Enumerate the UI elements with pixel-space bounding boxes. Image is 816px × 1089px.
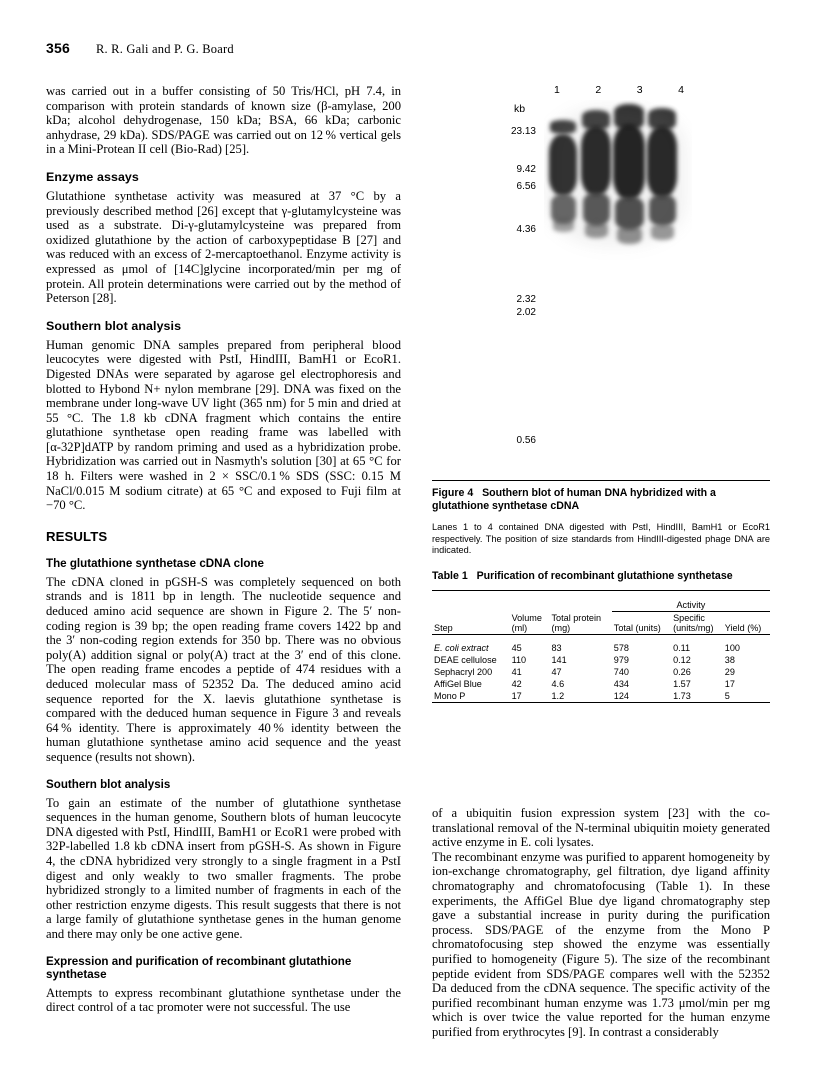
figure-legend: Lanes 1 to 4 contained DNA digested with PstI, HindIII, BamH1 or EcoR1 respectively. The position of size standards from HindIII-digested phage DNA are indicated.	[432, 522, 770, 556]
lane-label-3: 3	[636, 84, 643, 96]
col-header-specific-line2: (units/mg)	[673, 623, 714, 633]
paragraph-expression-purification: Attempts to express recombinant glutathione synthetase under the direct control of a tac promoter were not successful. The use	[46, 985, 401, 1015]
paragraph-southern-blot-results: To gain an estimate of the number of glutathione synthetase sequences in the human genome, Southern blots of human leucocyte DNA digested with PstI, HindIII, BamH1 or EcoR1 were probed with 32P-labelled 1.8 kb cDNA insert from pGSH-S. As shown in Figure 4, the cDNA hybridized very strongly to a single fragment in a PstI digest and only weakly to two smaller fragments. The probe hybridized strongly to a limited number of fragments in each of the other restriction enzyme digests. This result suggests that there is not a large family of glutathione synthetase genes in the human genome and there may only be one active gene.	[46, 795, 401, 941]
col-header-protein-line1: Total protein	[551, 613, 602, 623]
col-header-total: Total (units)	[613, 623, 661, 633]
size-marker-6-56: 6.56	[516, 181, 536, 192]
col-header-step: Step	[434, 623, 453, 633]
heading-results: RESULTS	[46, 528, 108, 544]
col-header-protein	[550, 612, 612, 635]
figure-lane-labels	[554, 84, 684, 96]
heading-southern-blot-results: Southern blot analysis	[46, 777, 171, 791]
paragraph-purification: The recombinant enzyme was purified to apparent homogeneity by ion-exchange chromatography, gel filtration, dye ligand affinity chromatography and chromatofocusing (Table 1). In these experiments, the AffiGel Blue dye ligand chromatography step gave a substantial increase in purity during the purification process. SDS/PAGE of the enzyme from the Mono P chromatofocusing step showed the enzyme was essentially purified to homogeneity (Figure 5). The size of the recombinant peptide evident from SDS/PAGE compares well with the 52352 Da deduced from the cDNA sequence. The specific activity of the purified recombinant human enzyme was 1.73 μmol/min per mg which is over twice the value reported for the human enzyme purified from erythrocytes [9]. In contrast a considerably	[432, 849, 770, 1039]
size-marker-23-13: 23.13	[510, 126, 536, 137]
figure-caption-title	[432, 487, 770, 513]
gel-background-fog	[546, 106, 686, 246]
col-header-volume	[510, 612, 550, 635]
cell-specific: 0.12	[673, 655, 691, 665]
kb-axis-label: kb	[514, 103, 526, 115]
size-marker-2-32: 2.32	[516, 294, 536, 305]
page-number: 356	[46, 40, 70, 56]
paragraph-ubiquitin-fusion: of a ubiquitin fusion expression system [23] with the co-translational removal of the N-terminal ubiquitin moiety generated active enzyme in E. coli lysates.	[432, 806, 770, 850]
table-rule-top	[432, 591, 770, 600]
figure-caption-text: Southern blot of human DNA hybridized with a glutathione synthetase cDNA	[432, 487, 716, 512]
cell-specific: 0.26	[673, 667, 691, 677]
figure-4-caption	[432, 480, 770, 557]
size-marker-column	[490, 84, 536, 464]
table-row	[432, 654, 770, 666]
cell-volume: 42	[511, 679, 522, 689]
table-rule-mid	[432, 635, 770, 643]
paragraph-southern-blot-methods: Human genomic DNA samples prepared from peripheral blood leucocytes were digested with PstI, HindIII, BamH1 or EcoR1. Digested DNAs were separated by agarose gel electrophoresis and blotted to Hybond N+ nylon membrane [29]. DNA was fixed on the membrane under long-wave UV light (365 nm) for 5 min and dried at 55 °C. The 1.8 kb cDNA fragment which contains the entire glutathione synthetase open reading frame was labelled with [α-32P]dATP by random priming and used as a hybridization probe. Hybridization was carried out in Nasmyth's solution [30] at 65 °C for 18 h. Filters were washed in 2 × SSC/0.1 % SDS (SSC: 0.15 M NaCl/0.015 M sodium citrate) at 65 °C and exposed to Fuji film at −70 °C.	[46, 337, 401, 513]
cell-volume: 110	[511, 655, 527, 665]
col-header-volume-line1: Volume	[511, 613, 542, 623]
size-marker-0-56: 0.56	[516, 435, 536, 446]
right-column	[432, 806, 770, 1040]
cell-step: DEAE cellulose	[434, 655, 497, 665]
purification-table	[432, 590, 770, 707]
cell-yield: 29	[724, 667, 735, 677]
cell-total: 124	[613, 691, 629, 701]
cell-step: Mono P	[434, 691, 466, 701]
size-marker-2-02: 2.02	[516, 307, 536, 318]
table-row	[432, 678, 770, 690]
figure-4-autoradiograph	[432, 84, 770, 474]
autoradiograph-image	[544, 100, 692, 352]
col-header-volume-line2: (ml)	[511, 623, 528, 633]
heading-expression-purification: Expression and purification of recombinant glutathione synthetase	[46, 954, 352, 981]
table-column-header-row	[432, 612, 770, 635]
lane-label-1: 1	[554, 84, 560, 96]
cell-total: 578	[613, 643, 629, 653]
col-header-yield: Yield (%)	[724, 623, 762, 633]
cell-specific: 1.73	[673, 691, 691, 701]
size-marker-4-36: 4.36	[516, 224, 536, 235]
table-rule-bottom	[432, 703, 770, 708]
cell-step: AffiGel Blue	[434, 679, 482, 689]
cell-total: 740	[613, 667, 629, 677]
cell-specific: 1.57	[673, 679, 691, 689]
cell-volume: 45	[511, 643, 522, 653]
table-row	[432, 690, 770, 703]
left-column	[46, 84, 401, 1015]
lane-label-2: 2	[595, 84, 602, 96]
col-header-protein-line2: (mg)	[551, 623, 571, 633]
cell-yield: 100	[724, 643, 740, 653]
table-group-header-row	[432, 599, 770, 612]
cell-step: Sephacryl 200	[434, 667, 493, 677]
running-head: R. R. Gali and P. G. Board	[95, 42, 234, 56]
heading-enzyme-assays: Enzyme assays	[46, 169, 139, 184]
cell-yield: 5	[724, 691, 730, 701]
figure-caption-number: Figure 4	[432, 487, 474, 499]
paragraph-cdna-clone: The cDNA cloned in pGSH-S was completely sequenced on both strands and is 1811 bp in length. The nucleotide sequence and deduced amino acid sequence are shown in Figure 2. The 5′ non-coding region is 39 bp; the open reading frame covers 1422 bp and the 3′ non-coding region extends for 350 bp. There was no obvious poly(A) addition signal or poly(A) tract at the 3′ end of this clone. The open reading frame encodes a peptide of 474 residues with a deduced molecular mass of 52352 Da. The deduced amino acid sequence reported for the X. laevis glutathione synthetase is compared with the deduced human sequence in Figure 3 and reveals 64 % identity. There is approximately 40 % identity between the human glutathione synthetase amino acid sequence and the yeast sequence (results not shown).	[46, 574, 401, 764]
heading-cdna-clone: The glutathione synthetase cDNA clone	[46, 556, 264, 570]
cell-protein: 141	[551, 655, 567, 665]
cell-volume: 17	[511, 691, 522, 701]
cell-total: 434	[613, 679, 629, 689]
cell-yield: 17	[724, 679, 735, 689]
cell-protein: 4.6	[551, 679, 565, 689]
cell-volume: 41	[511, 667, 522, 677]
table-caption	[432, 570, 770, 582]
figure-caption-rule	[432, 480, 770, 481]
table-title: Purification of recombinant glutathione synthetase	[476, 570, 733, 582]
table-number: Table 1	[432, 570, 468, 582]
table-1-block	[432, 570, 770, 707]
paragraph-methods-buffer: was carried out in a buffer consisting of 50 Tris/HCl, pH 7.4, in comparison with protein standards of known size (β-amylase, 200 kDa; alcohol dehydrogenase, 150 kDa; BSA, 66 kDa; carbonic anhydrase, 29 kDa). SDS/PAGE was carried out on 12 % vertical gels in a Mini-Protean II cell (Bio-Rad) [25].	[46, 84, 401, 157]
cell-total: 979	[613, 655, 629, 665]
size-marker-9-42: 9.42	[516, 164, 536, 175]
cell-yield: 38	[724, 655, 735, 665]
paragraph-enzyme-assays: Glutathione synthetase activity was measured at 37 °C by a previously described method [26] except that γ-glutamylcysteine was used as a substrate. Di-γ-glutamylcysteine was prepared from oxidized glutathione by the action of carboxypeptidase B [27] and was reduced with an excess of 2-mercaptoethanol. Enzyme activity is expressed as μmol of [14C]glycine incorporated/min per mg of protein. All protein determinations were carried out by the method of Peterson [28].	[46, 188, 401, 306]
cell-specific: 0.11	[673, 643, 691, 653]
cell-protein: 83	[551, 643, 562, 653]
col-header-specific	[671, 612, 723, 635]
cell-protein: 1.2	[551, 691, 565, 701]
table-row	[432, 666, 770, 678]
cell-step: E. coli extract	[434, 643, 489, 653]
heading-southern-blot-methods: Southern blot analysis	[46, 318, 182, 333]
col-header-specific-line1: Specific	[673, 613, 705, 623]
lane-label-4: 4	[678, 84, 684, 96]
table-row	[432, 642, 770, 654]
page-header	[46, 40, 770, 62]
cell-protein: 47	[551, 667, 562, 677]
table-group-header-activity: Activity	[612, 599, 770, 612]
